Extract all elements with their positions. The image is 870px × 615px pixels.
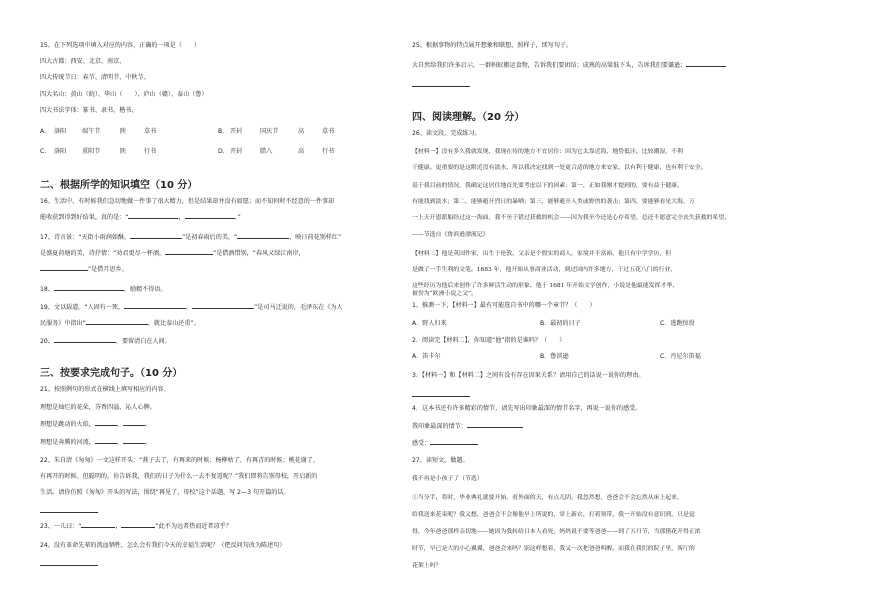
blank[interactable] — [54, 290, 124, 291]
blank[interactable] — [81, 527, 115, 528]
q19-line-1: 19、文以载道。“人固有一死， ， ”是司马迁说的，毛泽东在《为人 — [40, 304, 343, 311]
q15-option-b-cell: 草书 — [322, 128, 335, 135]
essay-line: ①当分手，将时，毕业典礼就要开始，看外面的天，有点儿阴。我忽然想，爸爸会不会忘然从床上起来， — [412, 495, 683, 501]
q15-option-b-letter[interactable]: B. — [218, 128, 225, 135]
q21-line-1: 理想是跳动的火焰， ， 。 — [40, 421, 152, 428]
q15-option-a-cell: 草书 — [144, 128, 157, 135]
q15-option-a-cell: 陕 — [120, 128, 127, 135]
material-2-line: 被誉为“欧洲小说之父”。 — [412, 291, 477, 297]
material-1-line: 一上天开恩派船经过这一海面，我不至于错过获救的机会——因为我至今还是心存希望，总还不愿意完全丧失获救的希望。 — [412, 215, 731, 221]
q26-2-option-c[interactable]: C．丹尼尔笛福 — [660, 353, 701, 360]
blank[interactable] — [430, 444, 478, 445]
blank[interactable] — [130, 238, 182, 239]
material-2-line: 这些经历为他后来创作了许多鲜活生动的形象。他于 1681 年开始文学创作，小说是他最能发挥才华、 — [412, 283, 679, 289]
q26-2-option-a[interactable]: A．笛卡尔 — [412, 353, 441, 360]
q15-option-d-cell: 行书 — [322, 148, 335, 155]
q26-2-stem: 2．阅读完【材料二】，你知道“他”指的是谁吗？（ ） — [412, 337, 566, 344]
q15-option-c-cell: 洛阳 — [54, 148, 67, 155]
q17-line-2: 是盛夏荷塘的美，诗抒情：“劝君更尽一杯酒， ”是借酒惜别，“春风又绿江南岸， — [40, 250, 305, 257]
q21-stem: 21、按照例句的形式在横线上填写相应的内容。 — [40, 386, 170, 393]
q15-option-b-cell: 国庆节 — [260, 128, 279, 135]
q22-answer-line[interactable] — [40, 512, 98, 513]
q15-option-c-letter[interactable]: C. — [40, 148, 47, 155]
blank[interactable] — [123, 425, 145, 426]
q26-3-stem: 3．【材料一】和【材料二】之间有没有存在因果关系？请用自己的话说一说你的理由。 — [412, 372, 645, 379]
blank[interactable] — [185, 218, 235, 219]
q15-option-c-cell: 重阳节 — [82, 148, 101, 155]
material-1-line: 有能找到淡水；第二，能够避开烈日的暴晒；第三，能够避开人类或野兽的袭击；第四，要能够看见大海，万 — [412, 199, 695, 205]
q25-answer-line[interactable] — [412, 86, 470, 87]
q22-line-1: 22、朱自清《匆匆》一文这样开头：“燕子去了，有再来的时候；杨柳枯了，有再青的时候；桃花谢了， — [40, 457, 320, 464]
q15-option-d-cell: 腊八 — [260, 148, 273, 155]
material-1-line: 于健康。更重要的是这附近没有淡水，所以我决定找到一处更合适的地方来安家，以有利于健康，也有利于安全。 — [412, 165, 707, 171]
q15-option-d-cell: 开封 — [230, 148, 243, 155]
q15-line-2: 四大传统节日：春节、清明节、中秋节、 — [40, 74, 150, 81]
q16-line-1: 16、生活中，有时候我们急切地做一件事了很大精力，但是结果却并没有如愿；而不知何时不经意的一件事却 — [40, 198, 335, 205]
blank[interactable] — [128, 218, 178, 219]
q15-option-a-letter[interactable]: A. — [40, 128, 46, 135]
q25-example: 大自然给我们许多启示，一群蚂蚁搬运食物，告诉我们要团结；成熟的高粱低下头，告诉我们要谦逊； — [412, 62, 726, 70]
q15-stem: 15、在下列选项中填入对应的内容，正确的一项是（ ） — [40, 42, 201, 49]
q17-line-1: 17、诗言景：“天街小雨润如酥， ”是初春雨后的美，“ ，映日荷花别样红” — [40, 234, 342, 241]
material-2-line: 是做了一手生利的文笔。1683 年，他开始从事商业活动，到过国内许多地方，干过五花八门的行业， — [412, 267, 677, 273]
q15-option-a-cell: 端午节 — [82, 128, 101, 135]
q26-4-stem: 4．这本书还有许多精彩的情节，请先写出印象最深的情节名字，再说一说你的感受。 — [412, 405, 642, 412]
q22-line-2: 有再开的时候。但聪明的，你告诉我，我们的日子为什么一去不复返呢？”我们即将告别母校，开启新的 — [40, 473, 318, 480]
q21-line-2: 理想是奔腾的河流， ， 。 — [40, 439, 152, 446]
q22-line-3: 生活。请你仿照《匆匆》开头的写法，围绕“再见了，母校”这个话题，写 2—3 句开篇的话。 — [40, 489, 290, 496]
material-1-line: 基于我目前的情况，我确定这居住地首先要考虑以下的因素：第一，正如我刚才提到的，要有益于健康， — [412, 183, 683, 189]
blank[interactable] — [54, 342, 116, 343]
essay-line: 花架上吗？ — [412, 563, 442, 569]
blank[interactable] — [121, 527, 155, 528]
q26-3-answer-line[interactable] — [412, 396, 470, 397]
essay-line: 给我送来花束呢？我又想，爸爸会不会像他早上所说的，穿上新衣，打着领带，我一开始没有意识到，只是觉 — [412, 512, 695, 518]
q26-4-feeling: 感受： — [412, 440, 478, 448]
blank[interactable] — [124, 308, 186, 309]
q15-option-c-cell: 行书 — [144, 148, 157, 155]
q15-option-c-cell: 陕 — [120, 148, 127, 155]
blank[interactable] — [165, 254, 213, 255]
q21-example: 理想是灿烂的花朵，芬香四溢，沁人心脾。 — [40, 404, 156, 411]
q16-line-2: 能收获到得到好结果，真的是：“ ， 。” — [40, 214, 241, 221]
q15-option-d-letter[interactable]: D. — [218, 148, 225, 155]
q15-line-4: 四大书法字体：篆书、隶书、楷书、 — [40, 107, 138, 114]
blank[interactable] — [86, 324, 148, 325]
section-3-title: 三、按要求完成句子。（10 分） — [40, 368, 183, 379]
blank[interactable] — [40, 270, 88, 271]
blank[interactable] — [123, 443, 145, 444]
q25-stem: 25、根据事物的特点展开想象和联想，照样子，续写句子。 — [412, 42, 573, 49]
q15-option-d-cell: 高 — [298, 148, 305, 155]
material-1-line: 【材料一】没有多久我就发现，我现在待的地方不宜居住：因为它太靠近海，地势低洼，比较潮湿，不利 — [412, 149, 683, 155]
q26-1-stem: 1、推测一下，【材料一】最有可能选自书中的哪一个章节？（ ） — [412, 302, 596, 309]
q15-line-3: 四大名山：黄山（皖）、华山（ ）、庐山（赣）、泰山（鲁） — [40, 91, 208, 98]
section-4-title: 四、阅读理解。（20 分） — [412, 112, 525, 123]
section-2-title: 二、根据所学的知识填空（10 分） — [40, 180, 198, 191]
essay-title: 我不再是小孩子了（节选） — [412, 476, 483, 482]
blank[interactable] — [95, 443, 117, 444]
blank[interactable] — [192, 308, 254, 309]
q15-option-a-cell: 洛阳 — [54, 128, 67, 135]
q18-line: 18、 ，励精不得语。 — [40, 286, 167, 293]
q15-option-b-cell: 高 — [298, 128, 305, 135]
q26-1-option-a[interactable]: A．野人归来 — [412, 320, 447, 327]
q20-line: 20、 ，要留清白在人间。 — [40, 338, 171, 345]
q23-line: 23、一儿曰：“ ， ”此不为远者热而近者凉乎？ — [40, 523, 232, 530]
q26-1-option-b[interactable]: B．最初的日子 — [540, 320, 581, 327]
blank[interactable] — [686, 66, 726, 67]
blank[interactable] — [95, 425, 117, 426]
blank[interactable] — [237, 238, 289, 239]
q26-2-option-b[interactable]: B．鲁滨逊 — [540, 353, 569, 360]
blank[interactable] — [467, 427, 523, 428]
q27-stem: 27、读短文，做题。 — [412, 457, 469, 464]
material-1-source: ——节选自《鲁滨逊漂流记》 — [412, 232, 489, 238]
q24-line: 24、没有革命先辈的流血牺牲，怎么会有我们今天的幸福生活呢？（把反问句改为陈述句） — [40, 542, 286, 549]
q24-answer-line[interactable] — [40, 565, 98, 566]
material-2-line: 【材料二】他是英国作家，出生于伦敦，父亲是个殷实的商人，家境并不富裕，他只有中学学历，但 — [412, 251, 672, 257]
q15-line-1: 四大古都：西安、北京、南京、 — [40, 58, 126, 65]
q17-line-3: ”是借月思乡。 — [40, 266, 128, 274]
essay-line: 得，今年爸爸那样亲切地——她因为我转给日本人看死，妈妈说不要等爸爸——到了五月节，当那猪花开得正浓 — [412, 529, 701, 535]
q26-1-option-c[interactable]: C．逃跑惊役 — [660, 320, 695, 327]
essay-line: 时节，早已是大的小心翼翼，爸爸会来吗？别这样想着，我又一次把爸爸叫醒。而我在我们的院子里，客厅的 — [412, 546, 695, 552]
q19-line-2: 民服务》中指出“ ，就比泰山还重”。 — [40, 320, 200, 327]
q26-4-episode: 我印象最深的情节： — [412, 423, 523, 431]
q15-option-b-cell: 开封 — [230, 128, 243, 135]
q26-stem: 26、读文段，完成练习。 — [412, 130, 481, 137]
